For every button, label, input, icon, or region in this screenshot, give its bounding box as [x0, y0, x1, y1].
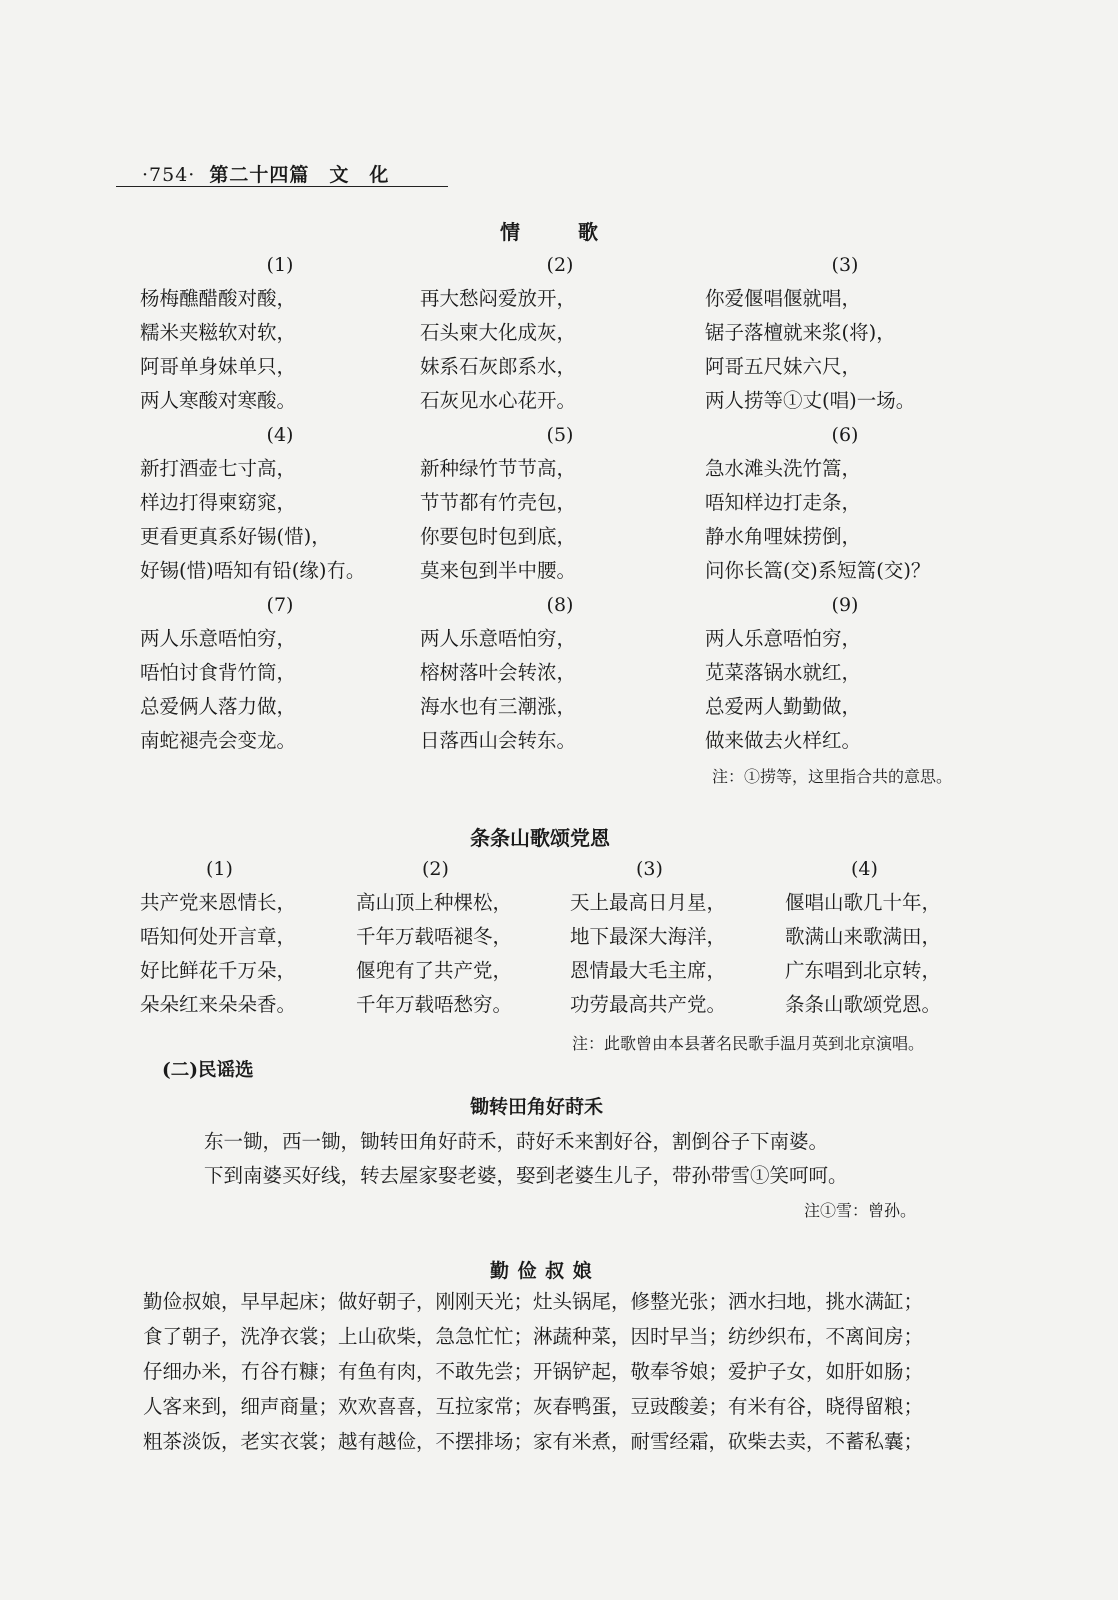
poem-line: 阿哥单身妹单只，: [140, 355, 297, 378]
poem-line: 高山顶上种棵松，: [356, 891, 513, 914]
poem-line: 你要包时包到底，: [420, 525, 577, 548]
poem-line: 问你长篙(交)系短篙(交)？: [705, 559, 931, 582]
party-songs-note: 注：此歌曾由本县著名民歌手温月英到北京演唱。: [572, 1034, 925, 1053]
poem-line: 妹系石灰郎系水，: [420, 355, 577, 378]
poem-line: 再大愁闷爱放开，: [420, 287, 577, 310]
prose-line: 粗茶淡饭，老实衣裳；越有越俭，不摆排场；家有米煮，耐雪经霜，砍柴去卖，不蓄私囊；: [143, 1430, 924, 1453]
thrifty-aunt-text: [143, 1284, 973, 1459]
poem-line: 苋菜落锅水就红，: [705, 661, 862, 684]
poem-line: 石头柬大化成灰，: [420, 321, 577, 344]
party-poem-1: [140, 858, 340, 1022]
poem-line: 好锡(惜)唔知有铅(缘)冇。: [140, 559, 366, 582]
poem-line: 两人寒酸对寒酸。: [140, 389, 297, 412]
poem-number: (9): [831, 594, 859, 616]
poem-number: (1): [206, 858, 233, 880]
poem-line: 杨梅醮醋酸对酸，: [140, 287, 297, 310]
poem-line: 锯子落檀就来浆(将)，: [705, 321, 896, 344]
poem-line: 千年万载唔愁穷。: [356, 993, 513, 1016]
love-poem-4: [140, 424, 410, 588]
poem-line: 更看更真系好锡(惜)，: [140, 525, 331, 548]
love-poem-9: [705, 594, 975, 758]
poem-line: 歌满山来歌满田，: [785, 925, 942, 948]
party-poem-3: [570, 858, 770, 1022]
poem-number: (4): [851, 858, 878, 880]
thrifty-aunt-title: 勤俭叔娘: [490, 1260, 601, 1282]
poem-line: 阿哥五尺妹六尺，: [705, 355, 862, 378]
love-poem-3: [705, 254, 975, 418]
poem-line: 总爱俩人落力做，: [140, 695, 297, 718]
poem-number: (8): [546, 594, 574, 616]
poem-line: 广东唱到北京转，: [785, 959, 942, 982]
chapter-title: 第二十四篇 文 化: [209, 164, 390, 186]
hoe-song-line-2: 下到南婆买好线，转去屋家娶老婆，娶到老婆生儿子，带孙带雪①笑呵呵。: [204, 1164, 848, 1187]
header-rule: [116, 186, 448, 187]
love-poem-6: [705, 424, 975, 588]
poem-number: (4): [266, 424, 294, 446]
section-heading: (二)民谣选: [162, 1060, 254, 1081]
love-poem-1: [140, 254, 410, 418]
poem-line: 天上最高日月星，: [570, 891, 727, 914]
poem-line: 地下最深大海洋，: [570, 925, 727, 948]
poem-line: 糯米夹糍软对软，: [140, 321, 297, 344]
poem-line: 条条山歌颂党恩。: [785, 993, 942, 1016]
poem-line: 好比鲜花千万朵，: [140, 959, 297, 982]
poem-line: 莫来包到半中腰。: [420, 559, 577, 582]
poem-line: 两人捞等①丈(唱)一场。: [705, 389, 916, 412]
love-poem-5: [420, 424, 690, 588]
poem-number: (7): [266, 594, 294, 616]
poem-line: 唔知何处开言章，: [140, 925, 297, 948]
poem-line: 新打酒壶七寸高，: [140, 457, 297, 480]
poem-line: 偃兜有了共产党，: [356, 959, 513, 982]
love-poem-2: [420, 254, 690, 418]
poem-line: 做来做去火样红。: [705, 729, 862, 752]
party-songs-title: 条条山歌颂党恩: [470, 826, 610, 850]
poem-line: 恩情最大毛主席，: [570, 959, 727, 982]
poem-line: 千年万载唔褪冬，: [356, 925, 513, 948]
poem-line: 榕树落叶会转浓，: [420, 661, 577, 684]
poem-line: 唔怕讨食背竹筒，: [140, 661, 297, 684]
poem-number: (1): [266, 254, 294, 276]
hoe-song-note: 注①雪：曾孙。: [804, 1201, 917, 1220]
running-header: [142, 160, 389, 187]
prose-line: 勤俭叔娘，早早起床；做好朝子，刚刚天光；灶头锅尾，修整光张；洒水扫地，挑水满缸；: [143, 1290, 924, 1313]
poem-line: 两人乐意唔怕穷，: [420, 627, 577, 650]
love-poem-8: [420, 594, 690, 758]
prose-line: 仔细办米，冇谷冇糠；有鱼有肉，不敢先尝；开锅铲起，敬奉爷娘；爱护子女，如肝如肠；: [143, 1360, 924, 1383]
poem-line: 唔知样边打走条，: [705, 491, 862, 514]
poem-line: 静水角哩妹捞倒，: [705, 525, 862, 548]
page-number: ·754·: [142, 164, 196, 186]
poem-line: 急水滩头洗竹篙，: [705, 457, 862, 480]
poem-line: 总爱两人勤勤做，: [705, 695, 862, 718]
poem-line: 偃唱山歌几十年，: [785, 891, 942, 914]
poem-line: 海水也有三潮涨，: [420, 695, 577, 718]
hoe-song-title: 锄转田角好莳禾: [470, 1096, 604, 1118]
poem-line: 日落西山会转东。: [420, 729, 577, 752]
poem-number: (5): [546, 424, 574, 446]
prose-line: 人客来到，细声商量；欢欢喜喜，互拉家常；灰春鸭蛋，豆豉酸姜；有米有谷，晓得留粮；: [143, 1395, 924, 1418]
poem-line: 新种绿竹节节高，: [420, 457, 577, 480]
poem-number: (2): [422, 858, 449, 880]
party-poem-4: [785, 858, 985, 1022]
poem-number: (3): [636, 858, 663, 880]
poem-line: 两人乐意唔怕穷，: [705, 627, 862, 650]
poem-line: 你爱偃唱偃就唱，: [705, 287, 862, 310]
poem-number: (2): [546, 254, 574, 276]
poem-line: 共产党来恩情长，: [140, 891, 297, 914]
hoe-song-line-1: 东一锄，西一锄，锄转田角好莳禾，莳好禾来割好谷，割倒谷子下南婆。: [204, 1130, 829, 1153]
poem-line: 石灰见水心花开。: [420, 389, 577, 412]
love-poem-7: [140, 594, 410, 758]
poem-line: 朵朵红来朵朵香。: [140, 993, 297, 1016]
poem-line: 节节都有竹壳包，: [420, 491, 577, 514]
poem-line: 两人乐意唔怕穷，: [140, 627, 297, 650]
poem-line: 功劳最高共产党。: [570, 993, 727, 1016]
prose-line: 食了朝子，洗净衣裳；上山砍柴，急急忙忙；淋蔬种菜，因时早当；纺纱织布，不离间房；: [143, 1325, 924, 1348]
love-songs-note: 注：①捞等，这里指合共的意思。: [712, 767, 953, 786]
poem-line: 南蛇褪壳会变龙。: [140, 729, 297, 752]
poem-number: (3): [831, 254, 859, 276]
poem-number: (6): [831, 424, 859, 446]
party-poem-2: [356, 858, 556, 1022]
poem-line: 样边打得柬窈窕，: [140, 491, 297, 514]
love-songs-title: 情 歌: [500, 220, 617, 244]
